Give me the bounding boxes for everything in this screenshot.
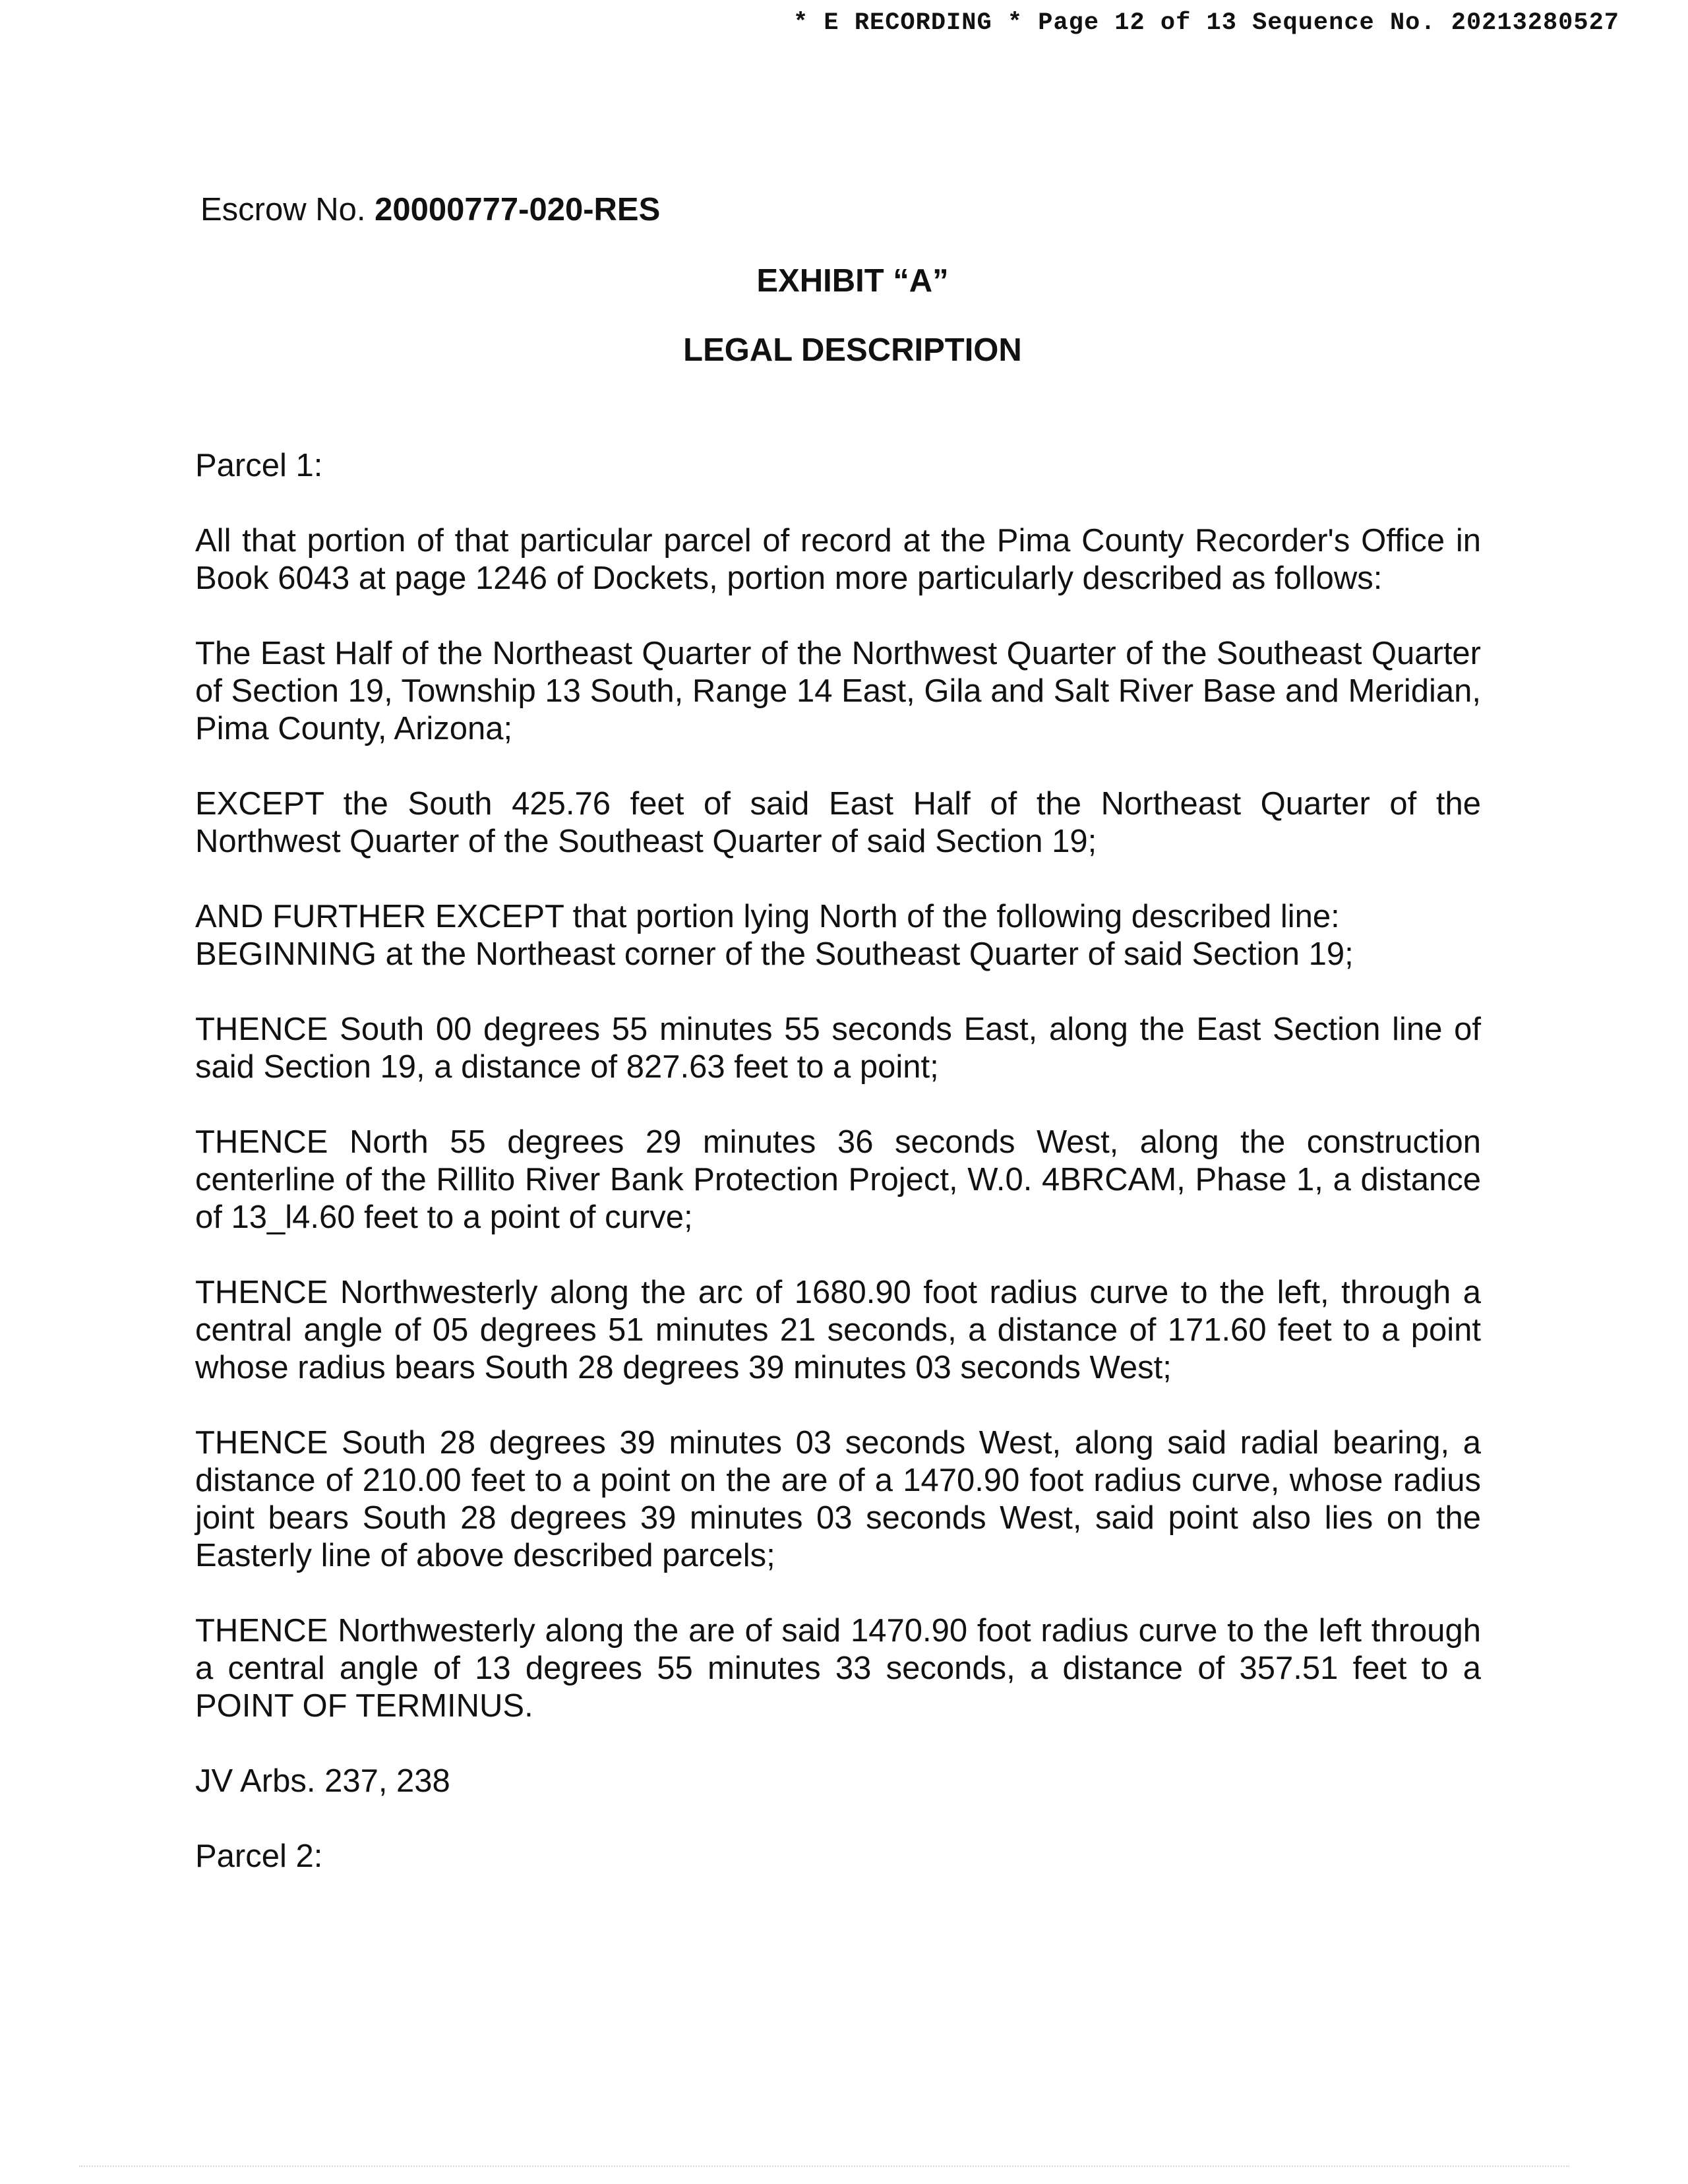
scan-noise-divider [79, 2166, 1569, 2168]
paragraph-jv-arbs: JV Arbs. 237, 238 [195, 1763, 450, 1799]
exhibit-title: EXHIBIT “A” [756, 263, 949, 299]
paragraph-portion-intro: All that portion of that particular parcel of record at the Pima County Recorder's Office in Book 6043 at page 1246 of Dockets, portion more particularly described as follows: [195, 523, 1481, 596]
exhibit-subtitle: LEGAL DESCRIPTION [683, 332, 1022, 368]
paragraph-east-half: The East Half of the Northeast Quarter of the Northwest Quarter of the Southeast Quarter of Section 19, Township 13 South, Range 14 East, Gila and Salt River Base and Meridian, Pima County, Arizona; [195, 636, 1481, 746]
paragraph-thence-radial: THENCE South 28 degrees 39 minutes 03 seconds West, along said radial bearing, a distance of 210.00 feet to a point on the are of a 1470.90 foot radius curve, whose radius joint bears South 28 degrees 39 minutes 03 seconds West, said point also lies on the Easterly line of above described parcels; [195, 1425, 1481, 1573]
paragraph-beginning: BEGINNING at the Northeast corner of the Southeast Quarter of said Section 19; [195, 936, 1354, 972]
paragraph-further-except: AND FURTHER EXCEPT that portion lying North of the following described line: [195, 899, 1340, 934]
parcel-2-label: Parcel 2: [195, 1838, 323, 1874]
paragraph-thence-south: THENCE South 00 degrees 55 minutes 55 seconds East, along the East Section line of said Section 19, a distance of 827.63 feet to a point; [195, 1012, 1481, 1085]
escrow-label: Escrow No. [200, 192, 366, 228]
paragraph-thence-arc: THENCE Northwesterly along the arc of 1680.90 foot radius curve to the left, through a central angle of 05 degrees 51 minutes 21 seconds, a distance of 171.60 feet to a point whose radius bears South 28 degrees 39 minutes 03 seconds West; [195, 1275, 1481, 1385]
paragraph-thence-north: THENCE North 55 degrees 29 minutes 36 seconds West, along the construction centerline of the Rillito River Bank Protection Project, W.0. 4BRCAM, Phase 1, a distance of 13_l4.60 feet to a point of curve; [195, 1124, 1481, 1235]
legal-description-page [195, 191, 1481, 1875]
parcel-1-label: Parcel 1: [195, 448, 323, 483]
escrow-number: 20000777-020-RES [375, 192, 661, 228]
paragraph-thence-terminus: THENCE Northwesterly along the are of said 1470.90 foot radius curve to the left through a central angle of 13 degrees 55 minutes 33 seconds, a distance of 357.51 feet to a POINT OF TERMINUS. [195, 1613, 1481, 1724]
escrow-line [195, 191, 1481, 229]
paragraph-except-south: EXCEPT the South 425.76 feet of said East Half of the Northeast Quarter of the Northwest Quarter of the Southeast Quarter of said Section 19; [195, 786, 1481, 859]
recording-stamp: * E RECORDING * Page 12 of 13 Sequence No. 20213280527 [793, 9, 1619, 37]
